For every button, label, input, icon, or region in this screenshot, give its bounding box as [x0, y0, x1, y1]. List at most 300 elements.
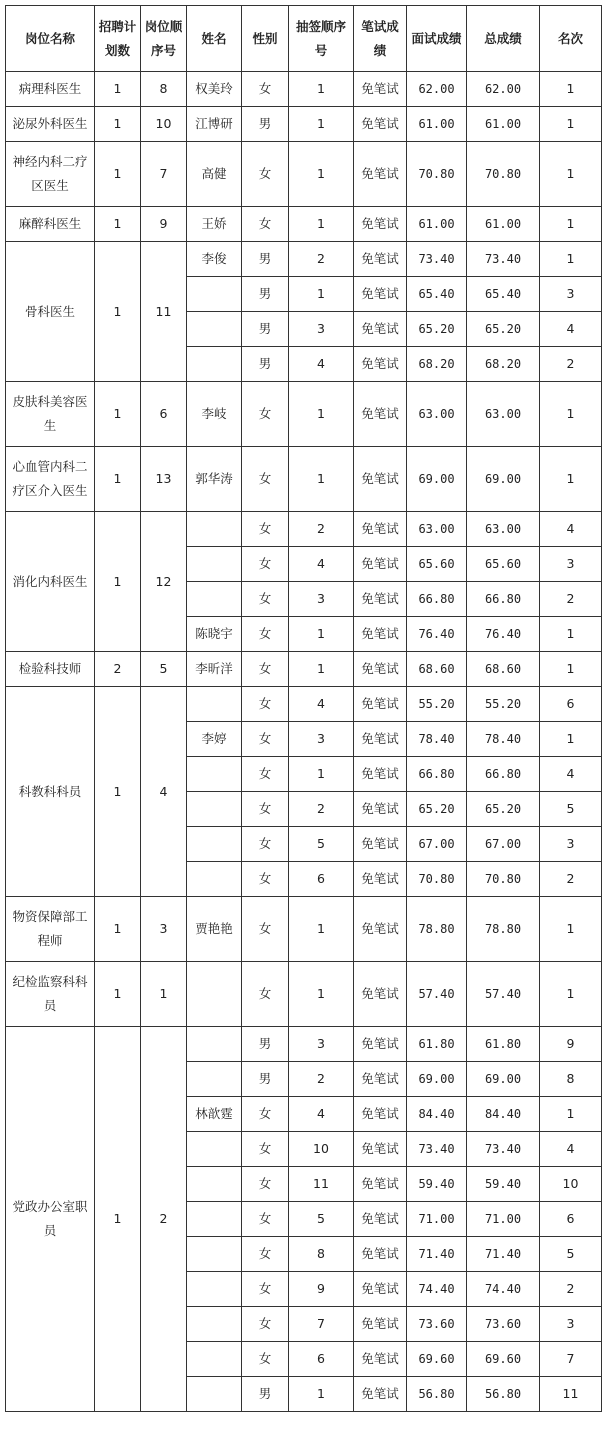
name-cell	[187, 862, 242, 897]
total-cell: 66.80	[467, 582, 540, 617]
interview-cell: 61.80	[407, 1027, 467, 1062]
name-cell: 李昕洋	[187, 652, 242, 687]
total-cell: 65.20	[467, 312, 540, 347]
total-cell: 61.00	[467, 107, 540, 142]
position-cell: 骨科医生	[6, 242, 95, 382]
interview-cell: 63.00	[407, 512, 467, 547]
seq-cell: 7	[141, 142, 187, 207]
total-cell: 61.00	[467, 207, 540, 242]
position-cell: 物资保障部工程师	[6, 897, 95, 962]
total-cell: 65.40	[467, 277, 540, 312]
written-cell: 免笔试	[354, 962, 407, 1027]
total-cell: 73.40	[467, 1132, 540, 1167]
total-cell: 73.60	[467, 1307, 540, 1342]
draw-cell: 5	[289, 827, 354, 862]
written-cell: 免笔试	[354, 617, 407, 652]
rank-cell: 6	[540, 687, 602, 722]
written-cell: 免笔试	[354, 1062, 407, 1097]
plan-cell: 1	[95, 447, 141, 512]
written-cell: 免笔试	[354, 1237, 407, 1272]
position-cell: 纪检监察科科员	[6, 962, 95, 1027]
seq-cell: 11	[141, 242, 187, 382]
name-cell	[187, 1062, 242, 1097]
gender-cell: 女	[242, 1272, 289, 1307]
draw-cell: 7	[289, 1307, 354, 1342]
total-cell: 78.40	[467, 722, 540, 757]
written-cell: 免笔试	[354, 1307, 407, 1342]
interview-cell: 69.60	[407, 1342, 467, 1377]
rank-cell: 3	[540, 1307, 602, 1342]
interview-cell: 66.80	[407, 582, 467, 617]
name-cell: 李岐	[187, 382, 242, 447]
draw-cell: 9	[289, 1272, 354, 1307]
written-cell: 免笔试	[354, 792, 407, 827]
written-cell: 免笔试	[354, 242, 407, 277]
rank-cell: 7	[540, 1342, 602, 1377]
interview-cell: 65.20	[407, 312, 467, 347]
interview-cell: 68.20	[407, 347, 467, 382]
written-cell: 免笔试	[354, 827, 407, 862]
rank-cell: 1	[540, 207, 602, 242]
position-cell: 麻醉科医生	[6, 207, 95, 242]
rank-cell: 1	[540, 242, 602, 277]
draw-cell: 10	[289, 1132, 354, 1167]
rank-cell: 1	[540, 142, 602, 207]
written-cell: 免笔试	[354, 652, 407, 687]
draw-cell: 1	[289, 617, 354, 652]
written-cell: 免笔试	[354, 862, 407, 897]
gender-cell: 女	[242, 547, 289, 582]
header-plan: 招聘计划数	[95, 6, 141, 72]
plan-cell: 1	[95, 897, 141, 962]
plan-cell: 1	[95, 962, 141, 1027]
gender-cell: 女	[242, 757, 289, 792]
rank-cell: 2	[540, 347, 602, 382]
interview-cell: 78.40	[407, 722, 467, 757]
header-rank: 名次	[540, 6, 602, 72]
gender-cell: 女	[242, 447, 289, 512]
name-cell	[187, 1202, 242, 1237]
rank-cell: 2	[540, 862, 602, 897]
draw-cell: 8	[289, 1237, 354, 1272]
seq-cell: 10	[141, 107, 187, 142]
position-cell: 心血管内科二疗区介入医生	[6, 447, 95, 512]
draw-cell: 1	[289, 757, 354, 792]
written-cell: 免笔试	[354, 142, 407, 207]
name-cell: 李俊	[187, 242, 242, 277]
gender-cell: 女	[242, 652, 289, 687]
gender-cell: 女	[242, 792, 289, 827]
draw-cell: 3	[289, 722, 354, 757]
gender-cell: 女	[242, 687, 289, 722]
interview-cell: 71.00	[407, 1202, 467, 1237]
rank-cell: 1	[540, 617, 602, 652]
written-cell: 免笔试	[354, 72, 407, 107]
interview-cell: 57.40	[407, 962, 467, 1027]
name-cell	[187, 1132, 242, 1167]
draw-cell: 1	[289, 107, 354, 142]
written-cell: 免笔试	[354, 722, 407, 757]
results-table-container	[5, 5, 602, 1412]
rank-cell: 3	[540, 277, 602, 312]
total-cell: 65.60	[467, 547, 540, 582]
draw-cell: 2	[289, 792, 354, 827]
written-cell: 免笔试	[354, 1272, 407, 1307]
name-cell	[187, 1307, 242, 1342]
gender-cell: 女	[242, 1167, 289, 1202]
draw-cell: 1	[289, 897, 354, 962]
plan-cell: 2	[95, 652, 141, 687]
rank-cell: 3	[540, 547, 602, 582]
rank-cell: 5	[540, 792, 602, 827]
draw-cell: 4	[289, 347, 354, 382]
gender-cell: 男	[242, 277, 289, 312]
name-cell	[187, 1027, 242, 1062]
table-row	[6, 962, 602, 1027]
total-cell: 68.20	[467, 347, 540, 382]
table-row	[6, 107, 602, 142]
gender-cell: 男	[242, 1377, 289, 1412]
plan-cell: 1	[95, 107, 141, 142]
rank-cell: 2	[540, 582, 602, 617]
interview-cell: 73.40	[407, 242, 467, 277]
seq-cell: 6	[141, 382, 187, 447]
interview-cell: 61.00	[407, 107, 467, 142]
gender-cell: 女	[242, 1202, 289, 1237]
gender-cell: 女	[242, 897, 289, 962]
gender-cell: 女	[242, 382, 289, 447]
written-cell: 免笔试	[354, 1097, 407, 1132]
interview-cell: 56.80	[407, 1377, 467, 1412]
total-cell: 84.40	[467, 1097, 540, 1132]
draw-cell: 2	[289, 242, 354, 277]
written-cell: 免笔试	[354, 582, 407, 617]
header-seq: 岗位顺序号	[141, 6, 187, 72]
rank-cell: 8	[540, 1062, 602, 1097]
interview-cell: 67.00	[407, 827, 467, 862]
rank-cell: 1	[540, 447, 602, 512]
seq-cell: 8	[141, 72, 187, 107]
seq-cell: 9	[141, 207, 187, 242]
gender-cell: 女	[242, 142, 289, 207]
rank-cell: 4	[540, 1132, 602, 1167]
name-cell	[187, 347, 242, 382]
total-cell: 61.80	[467, 1027, 540, 1062]
name-cell	[187, 1167, 242, 1202]
position-cell: 病理科医生	[6, 72, 95, 107]
written-cell: 免笔试	[354, 897, 407, 962]
draw-cell: 3	[289, 1027, 354, 1062]
draw-cell: 2	[289, 1062, 354, 1097]
total-cell: 76.40	[467, 617, 540, 652]
gender-cell: 男	[242, 107, 289, 142]
seq-cell: 3	[141, 897, 187, 962]
position-cell: 泌尿外科医生	[6, 107, 95, 142]
plan-cell: 1	[95, 382, 141, 447]
draw-cell: 6	[289, 1342, 354, 1377]
seq-cell: 13	[141, 447, 187, 512]
draw-cell: 1	[289, 277, 354, 312]
written-cell: 免笔试	[354, 687, 407, 722]
gender-cell: 女	[242, 72, 289, 107]
written-cell: 免笔试	[354, 207, 407, 242]
header-row	[6, 6, 602, 72]
table-row	[6, 687, 602, 722]
seq-cell: 2	[141, 1027, 187, 1412]
header-position: 岗位名称	[6, 6, 95, 72]
header-total: 总成绩	[467, 6, 540, 72]
rank-cell: 1	[540, 107, 602, 142]
name-cell: 陈晓宇	[187, 617, 242, 652]
gender-cell: 男	[242, 1027, 289, 1062]
total-cell: 57.40	[467, 962, 540, 1027]
position-cell: 消化内科医生	[6, 512, 95, 652]
interview-cell: 66.80	[407, 757, 467, 792]
name-cell: 权美玲	[187, 72, 242, 107]
draw-cell: 1	[289, 447, 354, 512]
written-cell: 免笔试	[354, 312, 407, 347]
name-cell: 郭华涛	[187, 447, 242, 512]
name-cell	[187, 277, 242, 312]
interview-cell: 63.00	[407, 382, 467, 447]
rank-cell: 1	[540, 72, 602, 107]
interview-cell: 74.40	[407, 1272, 467, 1307]
written-cell: 免笔试	[354, 347, 407, 382]
interview-cell: 59.40	[407, 1167, 467, 1202]
rank-cell: 4	[540, 512, 602, 547]
name-cell: 高健	[187, 142, 242, 207]
interview-cell: 70.80	[407, 142, 467, 207]
rank-cell: 5	[540, 1237, 602, 1272]
interview-cell: 84.40	[407, 1097, 467, 1132]
written-cell: 免笔试	[354, 277, 407, 312]
rank-cell: 1	[540, 652, 602, 687]
written-cell: 免笔试	[354, 547, 407, 582]
plan-cell: 1	[95, 242, 141, 382]
draw-cell: 2	[289, 512, 354, 547]
name-cell: 李婷	[187, 722, 242, 757]
table-row	[6, 142, 602, 207]
interview-cell: 76.40	[407, 617, 467, 652]
table-row	[6, 897, 602, 962]
plan-cell: 1	[95, 687, 141, 897]
written-cell: 免笔试	[354, 1027, 407, 1062]
plan-cell: 1	[95, 512, 141, 652]
interview-cell: 68.60	[407, 652, 467, 687]
draw-cell: 1	[289, 207, 354, 242]
total-cell: 73.40	[467, 242, 540, 277]
name-cell	[187, 512, 242, 547]
written-cell: 免笔试	[354, 1132, 407, 1167]
interview-cell: 73.40	[407, 1132, 467, 1167]
gender-cell: 女	[242, 827, 289, 862]
position-cell: 检验科技师	[6, 652, 95, 687]
rank-cell: 11	[540, 1377, 602, 1412]
header-name: 姓名	[187, 6, 242, 72]
total-cell: 70.80	[467, 862, 540, 897]
table-row	[6, 207, 602, 242]
interview-cell: 65.60	[407, 547, 467, 582]
draw-cell: 4	[289, 547, 354, 582]
gender-cell: 男	[242, 242, 289, 277]
draw-cell: 3	[289, 582, 354, 617]
name-cell: 林歆霆	[187, 1097, 242, 1132]
name-cell: 江博研	[187, 107, 242, 142]
rank-cell: 1	[540, 962, 602, 1027]
name-cell	[187, 582, 242, 617]
table-row	[6, 1027, 602, 1062]
total-cell: 78.80	[467, 897, 540, 962]
table-row	[6, 447, 602, 512]
plan-cell: 1	[95, 1027, 141, 1412]
total-cell: 71.40	[467, 1237, 540, 1272]
written-cell: 免笔试	[354, 1342, 407, 1377]
name-cell	[187, 827, 242, 862]
rank-cell: 1	[540, 382, 602, 447]
plan-cell: 1	[95, 207, 141, 242]
rank-cell: 6	[540, 1202, 602, 1237]
rank-cell: 1	[540, 897, 602, 962]
written-cell: 免笔试	[354, 512, 407, 547]
header-interview: 面试成绩	[407, 6, 467, 72]
rank-cell: 2	[540, 1272, 602, 1307]
header-gender: 性别	[242, 6, 289, 72]
interview-cell: 55.20	[407, 687, 467, 722]
table-row	[6, 652, 602, 687]
written-cell: 免笔试	[354, 1377, 407, 1412]
interview-cell: 65.20	[407, 792, 467, 827]
total-cell: 62.00	[467, 72, 540, 107]
position-cell: 皮肤科美容医生	[6, 382, 95, 447]
draw-cell: 1	[289, 72, 354, 107]
header-draw: 抽签顺序号	[289, 6, 354, 72]
name-cell	[187, 1272, 242, 1307]
plan-cell: 1	[95, 72, 141, 107]
seq-cell: 5	[141, 652, 187, 687]
name-cell	[187, 792, 242, 827]
gender-cell: 男	[242, 347, 289, 382]
seq-cell: 12	[141, 512, 187, 652]
draw-cell: 1	[289, 142, 354, 207]
gender-cell: 女	[242, 962, 289, 1027]
written-cell: 免笔试	[354, 1167, 407, 1202]
rank-cell: 9	[540, 1027, 602, 1062]
name-cell	[187, 1237, 242, 1272]
name-cell	[187, 1377, 242, 1412]
written-cell: 免笔试	[354, 107, 407, 142]
name-cell: 王娇	[187, 207, 242, 242]
position-cell: 科教科科员	[6, 687, 95, 897]
total-cell: 71.00	[467, 1202, 540, 1237]
total-cell: 69.00	[467, 1062, 540, 1097]
total-cell: 63.00	[467, 382, 540, 447]
draw-cell: 1	[289, 1377, 354, 1412]
name-cell	[187, 547, 242, 582]
total-cell: 69.60	[467, 1342, 540, 1377]
gender-cell: 女	[242, 862, 289, 897]
gender-cell: 女	[242, 1132, 289, 1167]
total-cell: 63.00	[467, 512, 540, 547]
interview-cell: 69.00	[407, 1062, 467, 1097]
draw-cell: 5	[289, 1202, 354, 1237]
name-cell	[187, 962, 242, 1027]
interview-cell: 70.80	[407, 862, 467, 897]
position-cell: 神经内科二疗区医生	[6, 142, 95, 207]
draw-cell: 4	[289, 687, 354, 722]
written-cell: 免笔试	[354, 1202, 407, 1237]
total-cell: 66.80	[467, 757, 540, 792]
total-cell: 55.20	[467, 687, 540, 722]
gender-cell: 女	[242, 722, 289, 757]
gender-cell: 女	[242, 582, 289, 617]
table-row	[6, 242, 602, 277]
total-cell: 74.40	[467, 1272, 540, 1307]
draw-cell: 3	[289, 312, 354, 347]
total-cell: 69.00	[467, 447, 540, 512]
name-cell: 贾艳艳	[187, 897, 242, 962]
gender-cell: 女	[242, 617, 289, 652]
interview-cell: 62.00	[407, 72, 467, 107]
gender-cell: 男	[242, 312, 289, 347]
results-table	[5, 5, 602, 1412]
rank-cell: 1	[540, 722, 602, 757]
rank-cell: 4	[540, 757, 602, 792]
name-cell	[187, 687, 242, 722]
name-cell	[187, 312, 242, 347]
interview-cell: 65.40	[407, 277, 467, 312]
gender-cell: 男	[242, 1062, 289, 1097]
rank-cell: 3	[540, 827, 602, 862]
draw-cell: 1	[289, 962, 354, 1027]
interview-cell: 69.00	[407, 447, 467, 512]
name-cell	[187, 757, 242, 792]
plan-cell: 1	[95, 142, 141, 207]
written-cell: 免笔试	[354, 447, 407, 512]
table-row	[6, 382, 602, 447]
total-cell: 65.20	[467, 792, 540, 827]
interview-cell: 61.00	[407, 207, 467, 242]
gender-cell: 女	[242, 207, 289, 242]
gender-cell: 女	[242, 512, 289, 547]
draw-cell: 6	[289, 862, 354, 897]
seq-cell: 1	[141, 962, 187, 1027]
draw-cell: 1	[289, 652, 354, 687]
rank-cell: 4	[540, 312, 602, 347]
draw-cell: 4	[289, 1097, 354, 1132]
total-cell: 70.80	[467, 142, 540, 207]
draw-cell: 1	[289, 382, 354, 447]
header-written: 笔试成绩	[354, 6, 407, 72]
gender-cell: 女	[242, 1307, 289, 1342]
position-cell: 党政办公室职员	[6, 1027, 95, 1412]
draw-cell: 11	[289, 1167, 354, 1202]
rank-cell: 1	[540, 1097, 602, 1132]
interview-cell: 71.40	[407, 1237, 467, 1272]
total-cell: 68.60	[467, 652, 540, 687]
gender-cell: 女	[242, 1097, 289, 1132]
table-row	[6, 72, 602, 107]
name-cell	[187, 1342, 242, 1377]
gender-cell: 女	[242, 1342, 289, 1377]
total-cell: 67.00	[467, 827, 540, 862]
written-cell: 免笔试	[354, 382, 407, 447]
interview-cell: 78.80	[407, 897, 467, 962]
rank-cell: 10	[540, 1167, 602, 1202]
total-cell: 59.40	[467, 1167, 540, 1202]
total-cell: 56.80	[467, 1377, 540, 1412]
interview-cell: 73.60	[407, 1307, 467, 1342]
written-cell: 免笔试	[354, 757, 407, 792]
